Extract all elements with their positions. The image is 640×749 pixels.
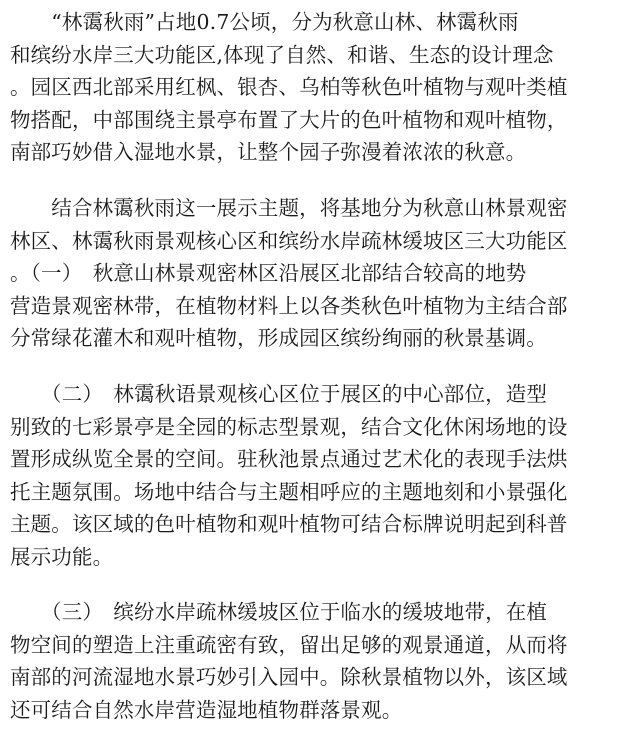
paragraph-zone-one (10, 192, 632, 355)
text-line: 。（一） 秋意山林景观密林区沿展区北部结合较高的地势 (10, 261, 527, 285)
text-line: 林区、林霭秋雨景观核心区和缤纷水岸疏林缓坡区三大功能区 (10, 228, 568, 253)
text-line: 展示功能。 (10, 544, 114, 569)
text-line: 结合林霭秋雨这一展示主题，将基地分为秋意山林景观密 (10, 196, 568, 220)
text-line: （三） 缤纷水岸疏林缓坡区位于临水的缓坡地带，在植 (10, 600, 548, 624)
text-line: “林霭秋雨”占地0.7公顷，分为秋意山林、林霭秋雨 (10, 10, 519, 34)
paragraph-zone-three (10, 596, 632, 726)
text-line: 南部巧妙借入湿地水景，让整个园子弥漫着浓浓的秋意。 (10, 140, 527, 164)
text-line: 物搭配，中部围绕主景亭布置了大片的色叶植物和观叶植物， (10, 107, 568, 132)
paragraph-intro (10, 6, 632, 169)
text-line: 还可结合自然水岸营造湿地植物群落景观。 (10, 697, 403, 722)
text-line: 南部的河流湿地水景巧妙引入园中。除秋景植物以外，该区域 (10, 665, 568, 689)
text-line: 和缤纷水岸三大功能区,体现了自然、和谐、生态的设计理念 (10, 42, 554, 67)
text-line: 营造景观密林带，在植物材料上以各类秋色叶植物为主结合部 (10, 293, 568, 318)
text-line: 物空间的塑造上注重疏密有致，留出足够的观景通道，从而将 (10, 632, 568, 657)
text-line: 托主题氛围。场地中结合与主题相呼应的主题地刻和小景强化 (10, 479, 568, 504)
text-line: 别致的七彩景亭是全园的标志型景观，结合文化休闲场地的设 (10, 414, 568, 439)
text-line: （二） 林霭秋语景观核心区位于展区的中心部位，造型 (10, 382, 548, 406)
paragraph-zone-two (10, 378, 632, 573)
text-line: 主题。该区域的色叶植物和观叶植物可结合标牌说明起到科普 (10, 512, 568, 536)
text-line: 。园区西北部采用红枫、银杏、乌柏等秋色叶植物与观叶类植 (10, 75, 568, 99)
text-line: 分常绿花灌木和观叶植物，形成园区缤纷绚丽的秋景基调。 (10, 326, 547, 350)
text-line: 置形成纵览全景的空间。驻秋池景点通过艺术化的表现手法烘 (10, 447, 568, 471)
